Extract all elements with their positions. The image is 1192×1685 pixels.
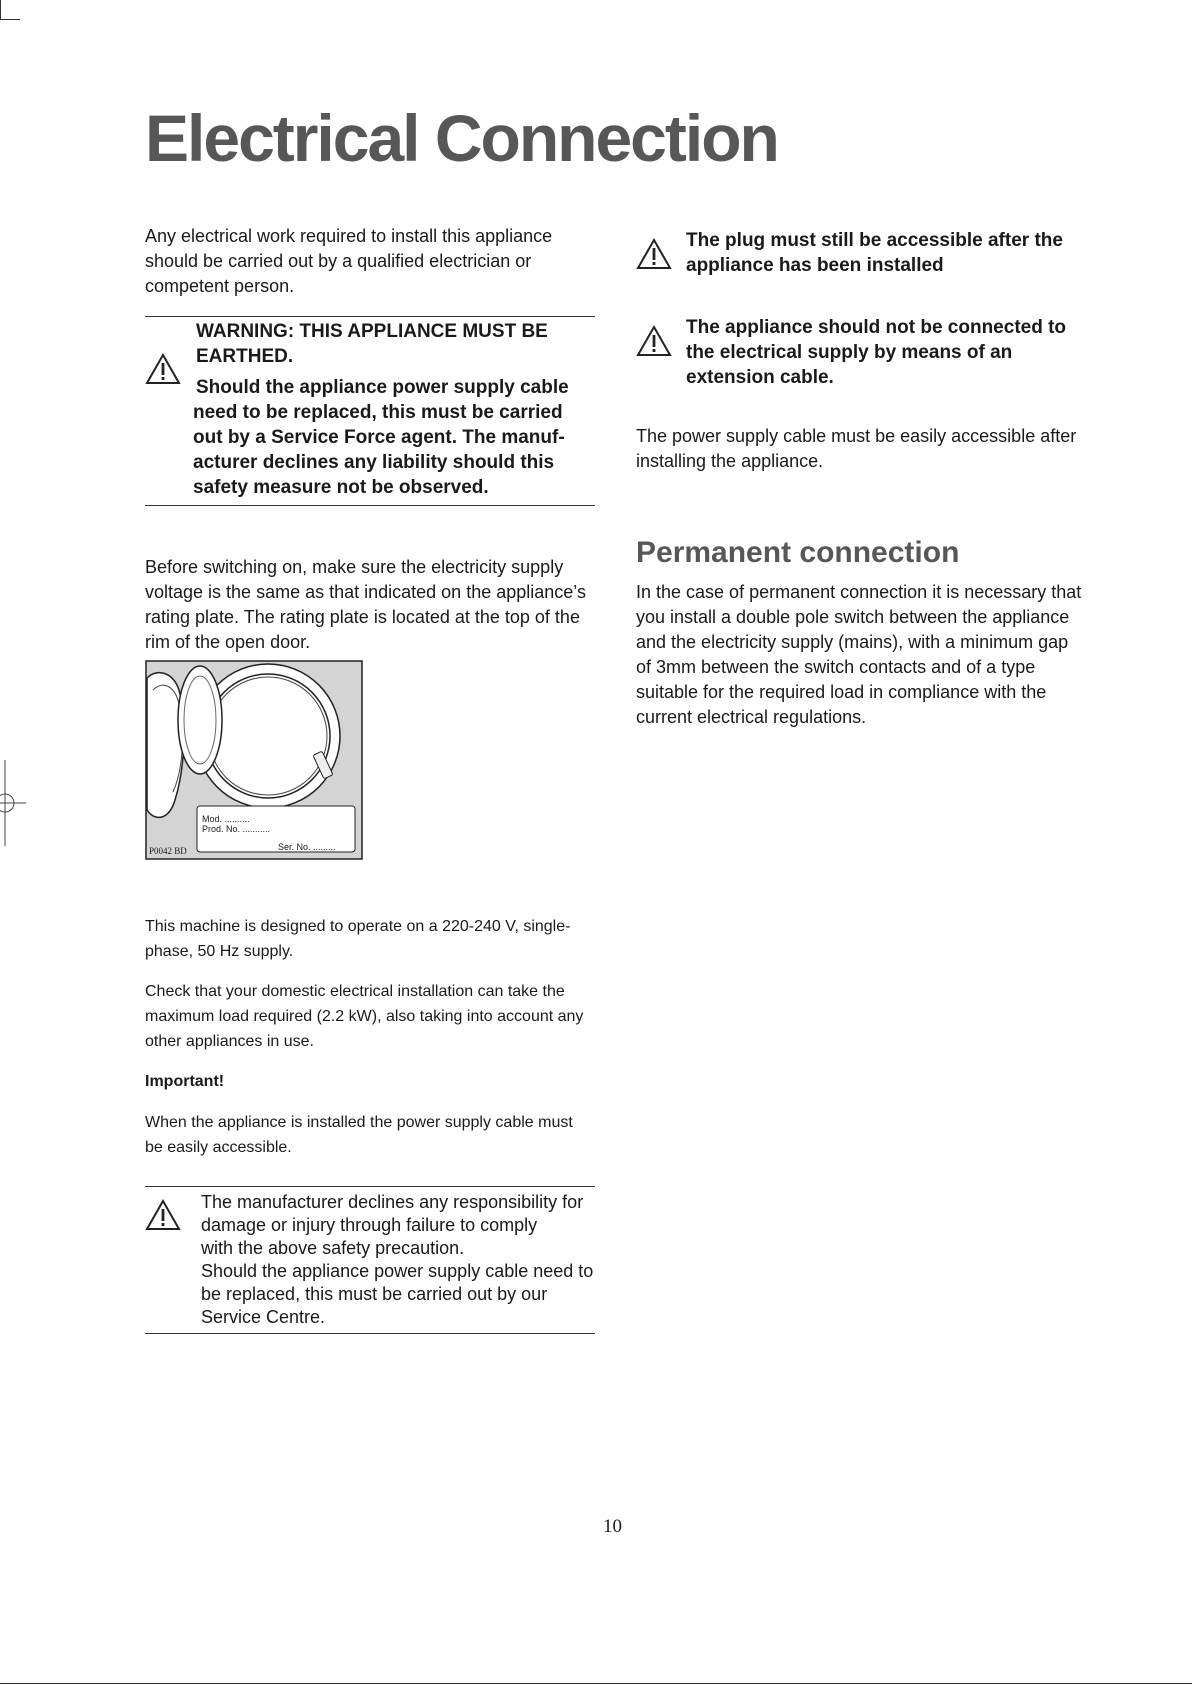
permanent-connection-heading: Permanent connection (636, 536, 960, 569)
warning-triangle-icon (145, 353, 181, 385)
warning-plug-text: The plug must still be accessible after the appliance has been installed (686, 230, 1063, 276)
page-number: 10 (603, 1516, 622, 1537)
warning-triangle-icon (636, 325, 672, 357)
warning-triangle-icon (145, 1199, 181, 1231)
supply-text: This machine is designed to operate on a 220-240 V, single-phase, 50 Hz supply. (145, 918, 571, 960)
rating-plate-model: Mod. .......... (202, 814, 250, 824)
crop-mark-bottom (0, 1683, 1192, 1684)
permanent-connection-text: In the case of permanent connection it is necessary that you install a double pole switch between the appliance and the electricity supply (mains), with a minimum gap of 3mm between the switch contacts and of a type suitable for the required load in compliance with the current electrical regulations. (636, 582, 1082, 727)
warning-line: The manufacturer declines any responsibility for (201, 1192, 584, 1212)
crop-mark-top (0, 0, 1, 20)
warning-line: be replaced, this must be carried out by our (201, 1284, 548, 1304)
warning-line: need to be replaced, this must be carried (193, 402, 563, 423)
warning-extension-text: The appliance should not be connected to the electrical supply by means of an extension cable. (686, 317, 1067, 388)
important-label: Important! (145, 1073, 225, 1090)
check-load-text: Check that your domestic electrical installation can take the maximum load required (2.2 kW), also taking into account any other appliances in use. (145, 983, 584, 1050)
warning-line: with the above safety precaution. (201, 1238, 465, 1258)
important-text: When the appliance is installed the power supply cable must be easily accessible. (145, 1114, 573, 1156)
warning-box-responsibility (145, 1186, 595, 1334)
rating-plate-product-number: Prod. No. ........... (202, 824, 271, 834)
warning-triangle-icon (636, 238, 672, 270)
rating-plate-serial-number: Ser. No. ......... (278, 842, 336, 852)
page-title: Electrical Connection (145, 101, 778, 175)
warning-line: safety measure not be observed. (193, 477, 489, 498)
figure-code: P0042 BD (149, 846, 187, 856)
warning-heading: WARNING: THIS APPLIANCE MUST BE EARTHED. (196, 321, 548, 367)
warning-extension-cable (636, 313, 1086, 393)
warning-line: Service Centre. (201, 1307, 326, 1327)
warning-box-earthed (145, 316, 595, 506)
crop-mark-top-h (0, 19, 20, 20)
rating-plate-figure (145, 660, 363, 860)
warning-line: out by a Service Force agent. The manuf- (193, 427, 565, 448)
intro-text: Any electrical work required to install this appliance should be carried out by a qualified electrician or competent person. (145, 226, 553, 296)
warning-line: Should the appliance power supply cable need to (201, 1261, 594, 1281)
registration-mark (0, 760, 26, 846)
warning-plug-accessible (636, 226, 1086, 282)
warning-line: Should the appliance power supply cable (196, 377, 569, 398)
warning-line: acturer declines any liability should this (193, 452, 555, 473)
accessible-text: The power supply cable must be easily accessible after installing the appliance. (636, 426, 1077, 471)
before-switching-text: Before switching on, make sure the electricity supply voltage is the same as that indicated on the appliance’s rating plate. The rating plate is located at the top of the rim of the open door. (145, 557, 586, 652)
warning-line: damage or injury through failure to comply (201, 1215, 538, 1235)
